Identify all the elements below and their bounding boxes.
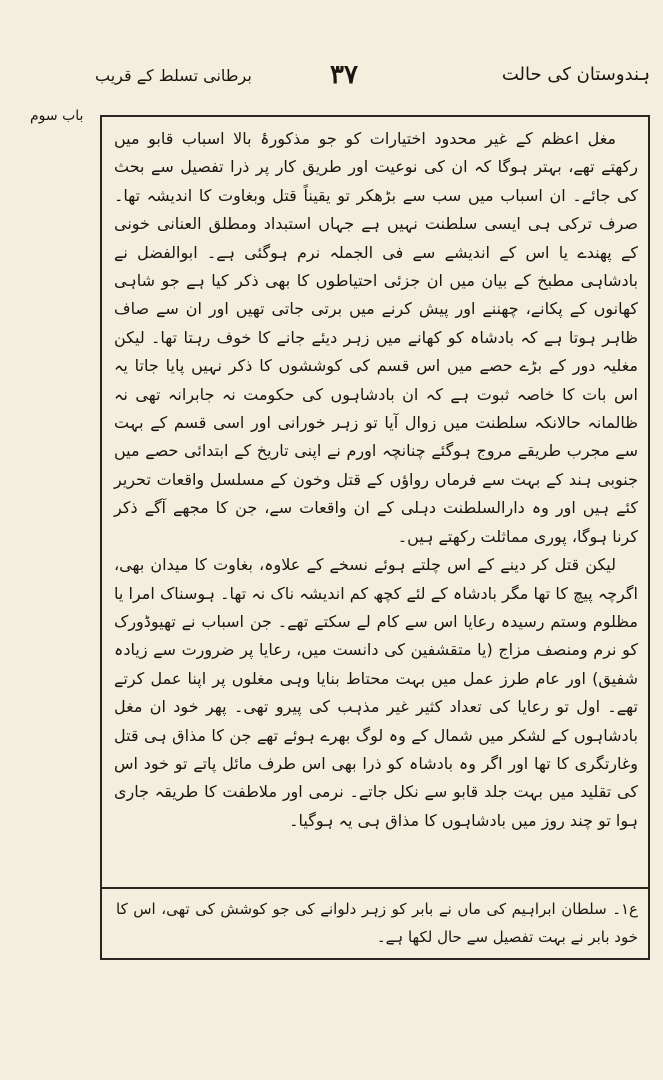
footnote-divider	[102, 887, 648, 889]
running-header	[95, 60, 650, 100]
chapter-margin-note: باب سوم	[30, 108, 84, 124]
running-title-left: برطانی تسلط کے قریب	[95, 66, 252, 85]
paragraph: لیکن قتل کر دینے کے اس چلتے ہوئے نسخے کے علاوہ، بغاوت کا میدان بھی، اگرچہ پیچ کا تھا مگر بادشاہ کے لئے کچھ کم اندیشہ ناک نہ تھا۔ ہوسناک امرا یا مظلوم وستم رسیدہ رعایا اس سے کام لے سکتے تھے۔ جن اسباب نے تھیوڈورک کو نرم ومنصف مزاج (یا متقشفین کی دانست میں، رعایا پر ضرورت سے زیادہ شفیق) اور عام طرز عمل میں بہت محتاط بنایا وہی مغلوں پر اپنا عمل کرتے تھے۔ اول تو رعایا کی تعداد کثیر غیر مذہب کی پیرو تھی۔ پھر خود ان مغل بادشاہوں کے لشکر میں شمال کے وہ لوگ بھرے ہوئے تھے جن کا مذاق ہی قتل وغارتگری کا تھا اور اگر وہ بادشاہ کو ذرا بھی اس طرف مائل پاتے تو خود اس کی تقلید میں بہت جلد قابو سے نکل جاتے۔ نرمی اور ملاطفت کا طریقہ جاری ہوا تو چند روز میں بادشاہوں کا مذاق ہی یہ ہوگیا۔	[114, 555, 638, 830]
page-number: ۳۷	[330, 60, 358, 90]
body-text	[114, 125, 638, 835]
paragraph: مغل اعظم کے غیر محدود اختیارات کو جو مذکورۂ بالا اسباب قابو میں رکھتے تھے، بہتر ہوگا کہ ان کی نوعیت اور طریق کار پر ذرا تفصیل سے بحث کی جائے۔ ان اسباب میں سب سے بڑھکر تو یقیناً قتل وبغاوت کا اندیشہ تھا۔ صرف ترکی ہی ایسی سلطنت نہیں ہے جہاں استبداد ومطلق العنانی خونی کے پھندے یا اس کے اندیشے سے فی الجملہ نرم ہوگئی ہے۔ ابوالفضل نے بادشاہی مطبخ کے بیان میں ان جزئی احتیاطوں کا بھی ذکر کیا ہے جو شاہی کھانوں کے پکانے، چھننے اور پیش کرنے میں برتی جاتی تھیں اور ان سے صاف ظاہر ہوتا ہے کہ بادشاہ کو کھانے میں زہر دیئے جانے کا خوف رہتا تھا۔ لیکن مغلیہ دور کے بڑے حصے میں اس قسم کی کوششوں کا ذکر نہیں پایا جاتا یہ اس بات کا خاصہ ثبوت ہے کہ ان بادشاہوں کی حکومت نہ جابرانہ تھی نہ ظالمانہ حالانکہ سلطنت میں زوال آیا تو زہر خورانی اور اسی قسم کے بہت سے مجرب طریقے مروج ہوگئے چنانچہ اورم نے اپنی تاریخ کے ابتدائی حصے میں جنوبی ہند کے بہت سے فرماں رواؤں کے قتل وخون کے مسلسل واقعات تحریر کئے ہیں اور وہ دارالسلطنت دہلی کے ان واقعات سے، جن کا مجھے آگے ذکر کرنا ہوگا، پوری مماثلت رکھتے ہیں۔	[114, 129, 638, 546]
footnote: ع۱۔ سلطان ابراہیم کی ماں نے بابر کو زہر دلوانے کی جو کوشش کی تھی، اس کا خود بابر نے بہت تفصیل سے حال لکھا ہے۔	[116, 900, 638, 946]
text-frame	[100, 115, 650, 960]
running-title-right: ہندوستان کی حالت	[501, 64, 650, 85]
